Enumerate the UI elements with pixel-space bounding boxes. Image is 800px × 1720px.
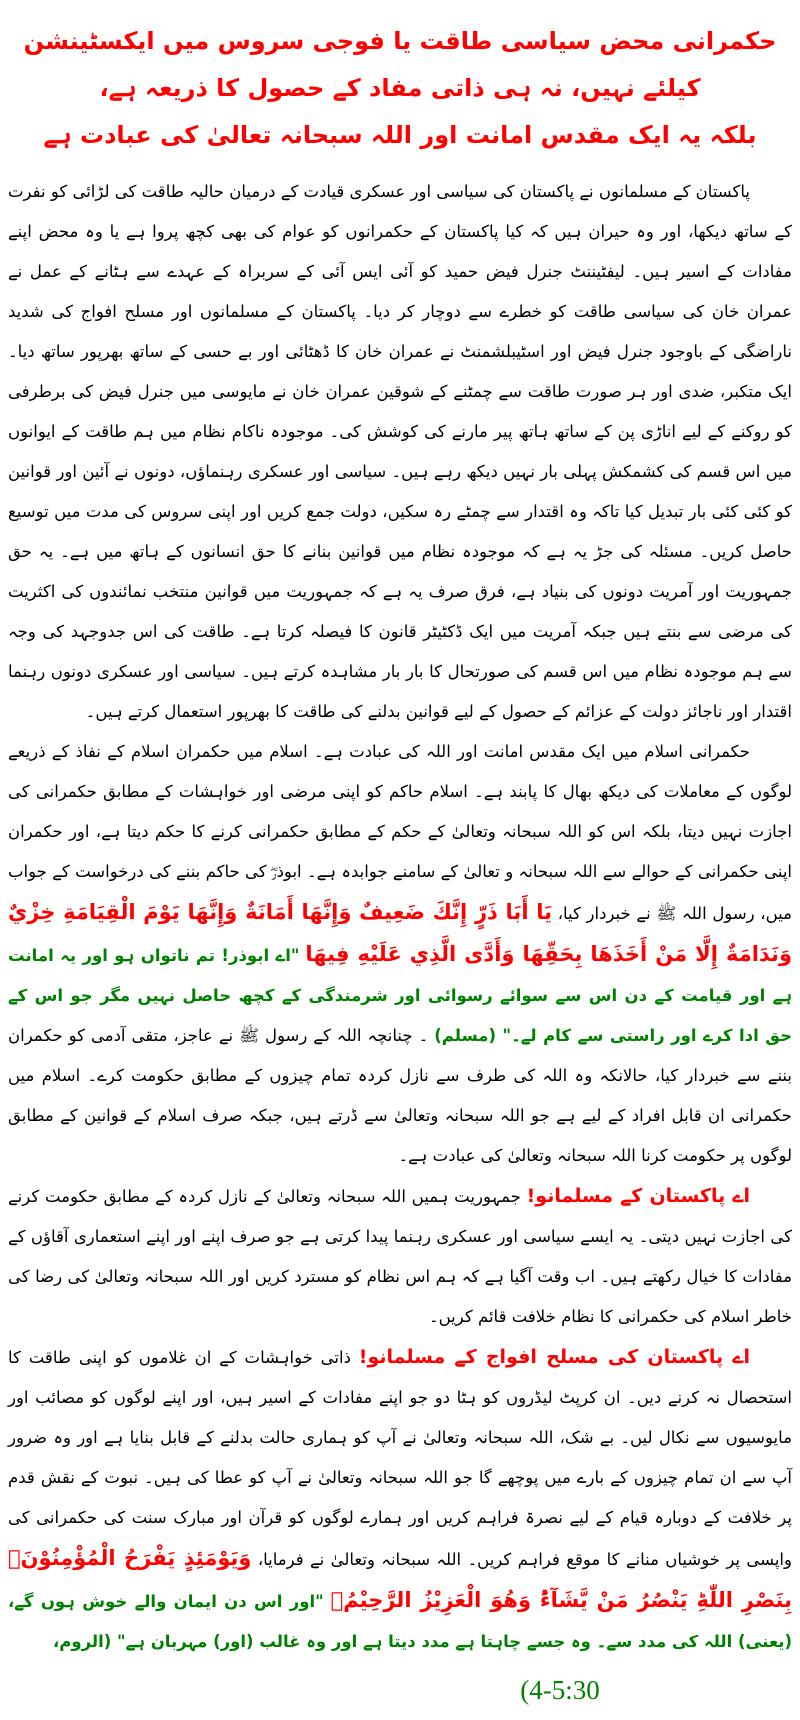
- address-armed-forces-text: ذاتی خواہشات کے ان غلاموں کو اپنی طاقت کا استحصال نہ کرنے دیں۔ ان کرپٹ لیڈروں کو ہٹا دو جو اپنے مفادات کے اسیر ہیں، اور اپنے لوگوں کو مصائب اور مایوسیوں سے نکال لیں۔ بے شک، اللہ سبحانہ وتعالیٰ نے آپ کو ہماری حالت بدلنے کے قابل بنایا ہے اور وہ ضرور آپ سے ان تمام چیزوں کے بارے میں پوچھے گا جو اللہ سبحانہ وتعالیٰ نے آپ کو عطا کی ہیں۔ نبوت کے نقش قدم پر خلافت کے دوبارہ قیام کے لیے نصرۃ فراہم کریں اور ہمارے لوگوں کو قرآن اور مبارک سنت کی حکمرانی کی واپسی پر خوشیاں منانے کا موقع فراہم کریں۔ اللہ سبحانہ وتعالیٰ نے فرمایا،: [8, 1348, 792, 1570]
- paragraph-power-struggle-text: پاکستان کے مسلمانوں نے پاکستان کی سیاسی اور عسکری قیادت کے درمیان حالیہ طاقت کی لڑائی کو نفرت کے ساتھ دیکھا، اور وہ حیران ہیں کہ کیا پاکستان کے حکمرانوں کو عوام کی بھی کچھ پروا ہے یا وہ محض اپنے مفادات کے اسیر ہیں۔ لیفٹیننٹ جنرل فیض حمید کو آئی ایس آئی کے سربراہ کے عہدے سے ہٹانے کے عمل نے عمران خان کی سیاسی طاقت کو خطرے سے دوچار کر دیا۔ پاکستان کے مسلمانوں اور مسلح افواج کی شدید ناراضگی کے باوجود جنرل فیض اور اسٹیبلشمنٹ نے عمران خان کا ڈھٹائی اور بے حسی کے ساتھ بھرپور ساتھ دیا۔ ایک متکبر، ضدی اور ہر صورت طاقت سے چمٹنے کے شوقین عمران خان نے مایوسی میں جنرل فیض کی برطرفی کو روکنے کے لیے اناڑی پن کے ساتھ ہاتھ پیر مارنے کی کوشش کی۔ موجودہ ناکام نظام میں ہم طاقت کے ایوانوں میں اس قسم کی کشمکش پہلی بار نہیں دیکھ رہے ہیں۔ سیاسی اور عسکری رہنماؤں، دونوں نے آئین اور قوانین کو کئی کئی بار تبدیل کیا تاکہ وہ اقتدار سے چمٹے رہ سکیں، دولت جمع کریں اور اپنی سروس کی مدت میں توسیع حاصل کریں۔ مسئلہ کی جڑ یہ ہے کہ موجودہ نظام میں قوانین بنانے کا حق انسانوں کے ہاتھ میں ہے۔ یہ حق جمہوریت اور آمریت دونوں کی بنیاد ہے، فرق صرف یہ ہے کہ جمہوریت میں قوانین منتخب نمائندوں کی اکثریت کی مرضی سے بنتے ہیں جبکہ آمریت میں ایک ڈکٹیٹر قانون کا فیصلہ کرتا ہے۔ طاقت کی اس جدوجہد کی وجہ سے ہم موجودہ نظام میں اس قسم کی صورتحال کا بار بار مشاہدہ کرتے ہیں۔ سیاسی اور عسکری دونوں رہنما اقتدار اور ناجائز دولت کے عزائم کے حصول کے لیے قوانین بدلنے کی طاقت کا بھرپور استعمال کرتے ہیں۔: [8, 182, 792, 722]
- paragraph-power-struggle: [8, 172, 792, 732]
- paragraph-address-armed-forces: [8, 1337, 792, 1662]
- document-headline: [8, 10, 792, 172]
- paragraph-address-muslims: [8, 1176, 792, 1337]
- quran-verse-urdu-translation: "اور اس دن ایمان والے خوش ہوں گے، (یعنی) اللہ کی مدد سے۔ وہ جسے چاہتا ہے مدد دیتا ہے اور وہ غالب (اور) مہربان ہے" (الروم،: [8, 1592, 792, 1652]
- ruling-in-islam-continuation: ۔ چنانچہ اللہ کے رسول ﷺ نے عاجز، متقی آدمی کو حکمران بننے سے خبردار کیا، حالانکہ وہ اللہ کی طرف سے نازل کردہ تمام چیزوں کے مطابق حکومت کرے۔ اسلام میں حکمرانی ان قابل افراد کے لیے ہے جو اللہ سبحانہ وتعالیٰ سے ڈرتے ہیں، جبکہ صرف اسلام کے قوانین کے مطابق لوگوں پر حکومت کرنا اللہ سبحانہ وتعالیٰ کی عبادت ہے۔: [8, 1026, 792, 1166]
- address-muslims-text: جمہوریت ہمیں اللہ سبحانہ وتعالیٰ کے نازل کردہ کے مطابق حکومت کرنے کی اجازت نہیں دیتی۔ یہ ایسے سیاسی اور عسکری رہنما پیدا کرتی ہے جو صرف اپنے اور اپنے استعماری آقاؤں کے مفادات کا خیال رکھتے ہیں۔ اب وقت آگیا ہے کہ ہم اس نظام کو مسترد کریں اور اللہ سبحانہ وتعالیٰ کی رضا کی خاطر اسلام کی حکمرانی کا نظام خلافت قائم کریں۔: [8, 1187, 792, 1327]
- headline-line-1: حکمرانی محض سیاسی طاقت یا فوجی سروس میں ایکسٹینشن کیلئے نہیں، نہ ہی ذاتی مفاد کے حصول کا ذریعہ ہے،: [23, 27, 777, 102]
- hadith-arabic-quote: يَا أَبَا ذَرٍّ إِنَّكَ ضَعِيفٌ وَإِنَّهَا أَمَانَةٌ وَإِنَّهَا يَوْمَ الْقِيَامَةِ خِزْيٌ وَنَدَامَةٌ إِلَّا مَنْ أَخَذَهَا بِحَقِّهَا وَأَدَّى الَّذِي عَلَيْهِ فِيهَا: [8, 900, 792, 967]
- section-heading-armed-forces: اے پاکستان کی مسلح افواج کے مسلمانو!: [358, 1346, 751, 1369]
- hadith-urdu-translation: "اے ابوذر! تم ناتواں ہو اور یہ امانت ہے اور قیامت کے دن اس سے سوائے رسوائی اور شرمندگی کے کچھ حاصل نہیں مگر جو اس کے حق ادا کرے اور راستی سے کام لے۔" (مسلم): [8, 946, 793, 1046]
- section-heading-muslims-of-pakistan: اے پاکستان کے مسلمانو!: [526, 1185, 750, 1208]
- ruling-in-islam-intro: حکمرانی اسلام میں ایک مقدس امانت اور اللہ کی عبادت ہے۔ اسلام میں حکمران اسلام کے نفاذ کے ذریعے لوگوں کے معاملات کی دیکھ بھال کا پابند ہے۔ اسلام حاکم کو اپنی مرضی اور خواہشات کے مطابق حکمرانی کی اجازت نہیں دیتا، بلکہ اس کو اللہ سبحانہ وتعالیٰ کے حکم کے مطابق حکمرانی کرنے کا حکم دیتا ہے، اور حکمران اپنی حکمرانی کے حوالے سے اللہ سبحانہ و تعالیٰ کے سامنے جوابدہ ہے۔ ابوذرؓ کی حاکم بننے کی درخواست کے جواب میں، رسول اللہ ﷺ نے خبردار کیا،: [8, 742, 792, 924]
- verse-reference-number: (4-5:30: [520, 1675, 600, 1706]
- quran-verse-arabic: وَيَوْمَئِذٍ يَفْرَحُ الْمُؤْمِنُوْنَۙ بِنَصْرِ اللّٰهِؕ يَنْصُرُ مَنْ يَّشَآءُؕ وَهُوَ الْعَزِيْزُ الرَّحِيْمُۙ: [8, 1546, 792, 1613]
- paragraph-ruling-in-islam: [8, 732, 792, 1176]
- headline-line-2: بلکہ یہ ایک مقدس امانت اور اللہ سبحانہ تعالیٰ کی عبادت ہے: [43, 120, 757, 149]
- quran-verse-reference: [328, 1668, 792, 1712]
